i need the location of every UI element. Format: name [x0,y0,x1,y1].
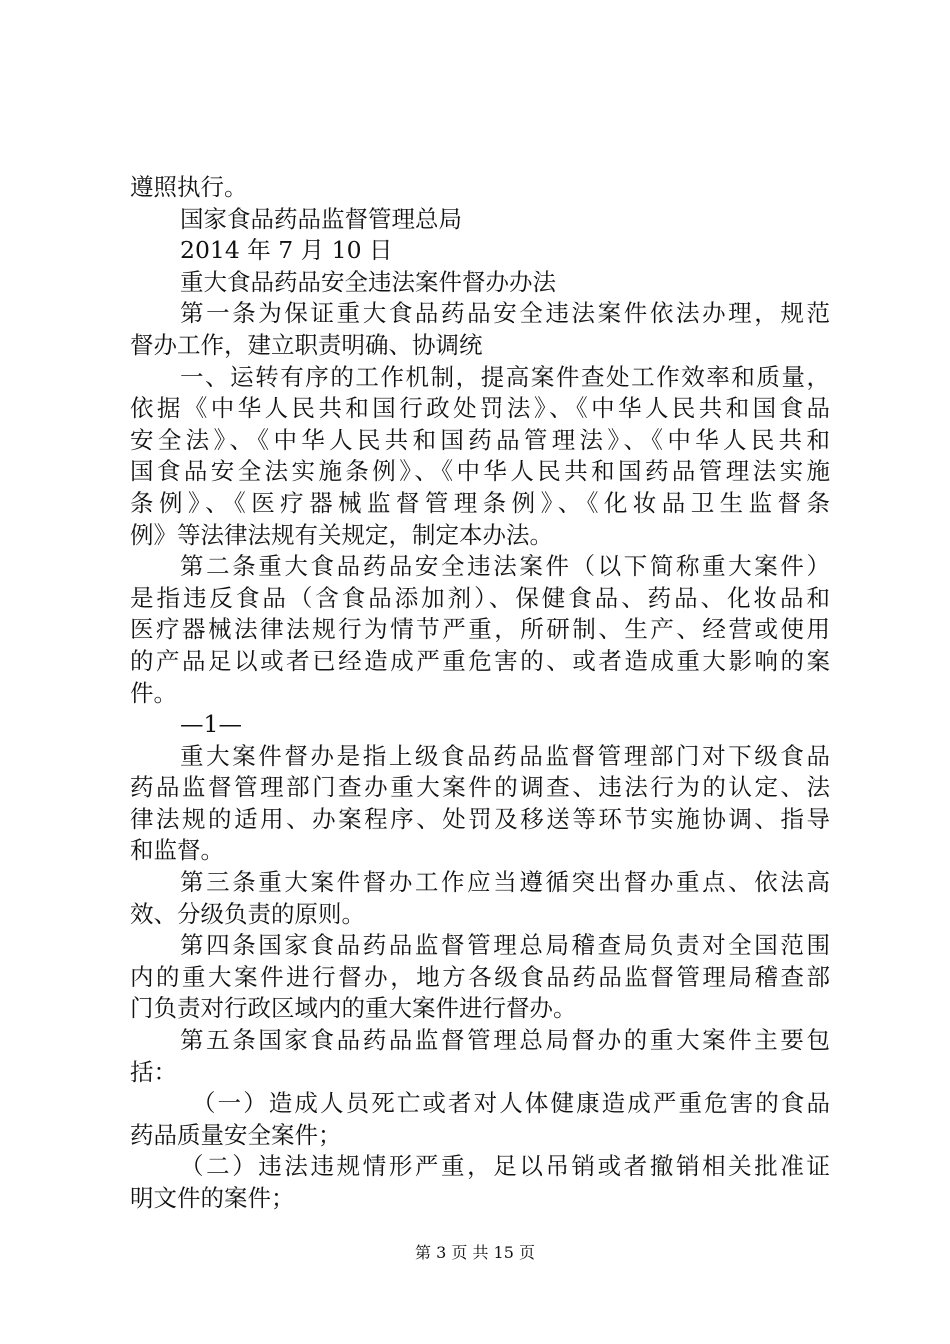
text-line: 和监督。 [130,836,224,865]
text-line: 律法规的适用、办案程序、处罚及移送等环节实施协调、指导 [130,804,830,833]
text-line: 明文件的案件； [130,1184,295,1212]
text-line: 国家食品药品监督管理总局 [180,204,462,233]
text-line: 第二条重大食品药品安全违法案件（以下简称重大案件） [180,552,830,581]
text-line: 第五条国家食品药品监督管理总局督办的重大案件主要包 [180,1026,830,1055]
text-line: 门负责对行政区域内的重大案件进行督办。 [130,994,577,1023]
text-line: 医疗器械法律法规行为情节严重，所研制、生产、经营或使用 [130,615,830,644]
text-line: 一、运转有序的工作机制，提高案件查处工作效率和质量， [180,362,830,391]
text-line: 第四条国家食品药品监督管理总局稽查局负责对全国范围 [180,931,830,960]
text-line: 重大食品药品安全违法案件督办办法 [180,267,556,296]
text-line: 依据《中华人民共和国行政处罚法》、《中华人民共和国食品 [130,394,830,423]
text-line: 件。 [130,678,177,707]
text-line: （二）违法违规情形严重，足以吊销或者撤销相关批准证 [180,1152,830,1181]
text-line: （一）造成人员死亡或者对人体健康造成严重危害的食品 [192,1089,830,1118]
text-line: 重大案件督办是指上级食品药品监督管理部门对下级食品 [180,741,830,770]
text-line: 2014 年 7 月 10 日 [180,236,393,265]
text-line: 药品监督管理部门查办重大案件的调查、违法行为的认定、法 [130,773,830,802]
text-line: 安全法》、《中华人民共和国药品管理法》、《中华人民共和 [130,425,830,454]
text-line: 第三条重大案件督办工作应当遵循突出督办重点、依法高 [180,868,830,897]
page-footer: 第 3 页 共 15 页 [415,1243,535,1262]
text-line: 内的重大案件进行督办，地方各级食品药品监督管理局稽查部 [130,962,830,991]
text-line: 督办工作，建立职责明确、协调统 [130,330,483,359]
text-line: 条例》、《医疗器械监督管理条例》、《化妆品卫生监督条 [130,488,830,517]
text-line: 例》等法律法规有关规定，制定本办法。 [130,520,553,549]
text-line: 括： [130,1057,177,1086]
text-line: 效、分级负责的原则。 [130,899,365,928]
document-body [130,172,830,1215]
text-line: —1— [180,710,242,739]
text-line: 国食品安全法实施条例》、《中华人民共和国药品管理法实施 [130,457,830,486]
text-line: 是指违反食品（含食品添加剂）、保健食品、药品、化妆品和 [130,583,830,612]
text-line: 的产品足以或者已经造成严重危害的、或者造成重大影响的案 [130,646,830,675]
text-line: 第一条为保证重大食品药品安全违法案件依法办理，规范 [180,299,830,328]
text-line: 药品质量安全案件； [130,1120,342,1149]
text-line: 遵照执行。 [130,173,248,201]
